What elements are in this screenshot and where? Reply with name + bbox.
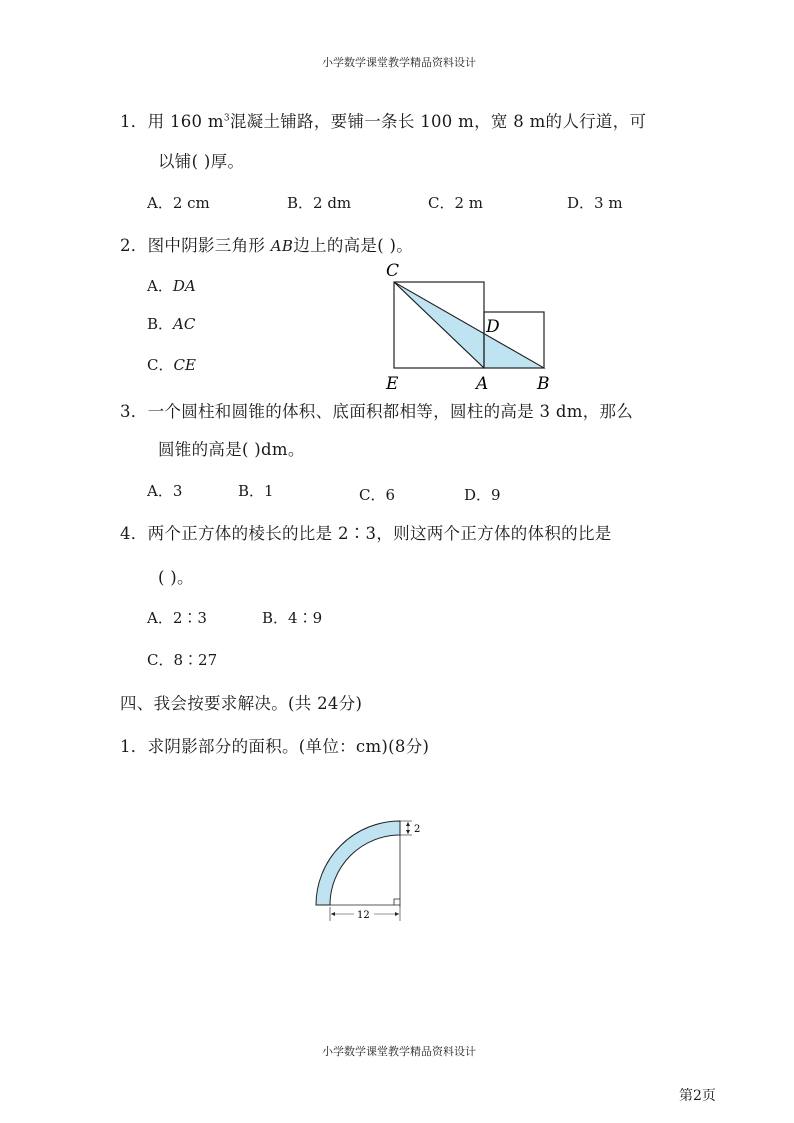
q1-option-a: A．2 cm — [147, 194, 210, 212]
q2-triangle-figure — [380, 256, 560, 396]
width-arrow-up-icon — [406, 822, 410, 826]
page-footer: 小学数学课堂教学精品资料设计 — [322, 1045, 476, 1058]
q4-option-c: C．8∶27 — [147, 651, 218, 669]
q2-label-a: A — [476, 374, 489, 394]
q3-line2: 圆锥的高是( )dm。 — [158, 440, 305, 459]
section4-ring-figure — [310, 815, 430, 925]
q1-line1-text-b: 混凝土铺路，要铺一条长 100 m，宽 8 m的人行道，可 — [229, 112, 647, 131]
q4-option-b: B．4∶9 — [262, 609, 323, 627]
radius-arrow-right-icon — [395, 912, 399, 916]
q3-option-a: A．3 — [147, 482, 183, 500]
q4-line1: 4．两个正方体的棱长的比是 2∶3，则这两个正方体的体积的比是 — [120, 524, 612, 543]
radius-arrow-left-icon — [331, 912, 335, 916]
section4-q1: 1．求阴影部分的面积。(单位：cm)(8分) — [120, 737, 430, 756]
q3-option-c: C．6 — [359, 486, 396, 504]
q1-line2: 以铺( )厚。 — [158, 152, 245, 171]
q2-diagonal-ca — [394, 282, 484, 368]
q3-line1: 3．一个圆柱和圆锥的体积、底面积都相等，圆柱的高是 3 dm，那么 — [120, 402, 634, 421]
q2-option-a — [147, 275, 196, 296]
q2-option-c — [147, 354, 196, 375]
q1-option-c: C．2 m — [428, 194, 484, 212]
q2-option-b-var: AC — [173, 315, 196, 333]
q2-stem-text-b: 边上的高是( )。 — [293, 236, 414, 255]
width-arrow-down-icon — [406, 830, 410, 834]
radius-label: 12 — [357, 910, 370, 921]
q2-stem-text-a: 2．图中阴影三角形 — [120, 236, 266, 255]
q2-label-c: C — [386, 261, 400, 281]
q3-option-d: D．9 — [464, 486, 501, 504]
q2-label-d: D — [486, 317, 500, 337]
q2-option-a-var: DA — [172, 277, 196, 295]
q1-unit-superscript: 3 — [223, 113, 230, 124]
q2-stem — [120, 232, 413, 256]
q2-label-e: E — [386, 374, 399, 394]
q1-line1 — [120, 108, 646, 132]
right-angle-mark — [394, 899, 400, 905]
page-header: 小学数学课堂教学精品资料设计 — [322, 56, 476, 69]
q1-option-b: B．2 dm — [287, 194, 352, 212]
q1-option-d: D．3 m — [567, 194, 623, 212]
q2-stem-variable: AB — [270, 237, 294, 255]
q2-option-c-prefix: C． — [147, 356, 174, 374]
page-number: 第2页 — [679, 1088, 716, 1104]
quarter-ring-shaded — [316, 821, 400, 905]
q2-label-b: B — [537, 374, 550, 394]
q2-option-b-prefix: B． — [147, 315, 174, 333]
section4-title: 四、我会按要求解决。(共 24分) — [120, 694, 363, 713]
q3-option-b: B．1 — [238, 482, 274, 500]
q1-line1-text-a: 1．用 160 m — [120, 112, 224, 131]
width-label: 2 — [414, 824, 421, 835]
q2-option-b — [147, 313, 195, 334]
q2-diagonal-cb — [394, 282, 544, 368]
q4-line2: ( )。 — [158, 568, 194, 587]
q4-option-a: A．2∶3 — [147, 609, 207, 627]
q2-option-a-prefix: A． — [147, 277, 173, 295]
q2-option-c-var: CE — [173, 356, 196, 374]
